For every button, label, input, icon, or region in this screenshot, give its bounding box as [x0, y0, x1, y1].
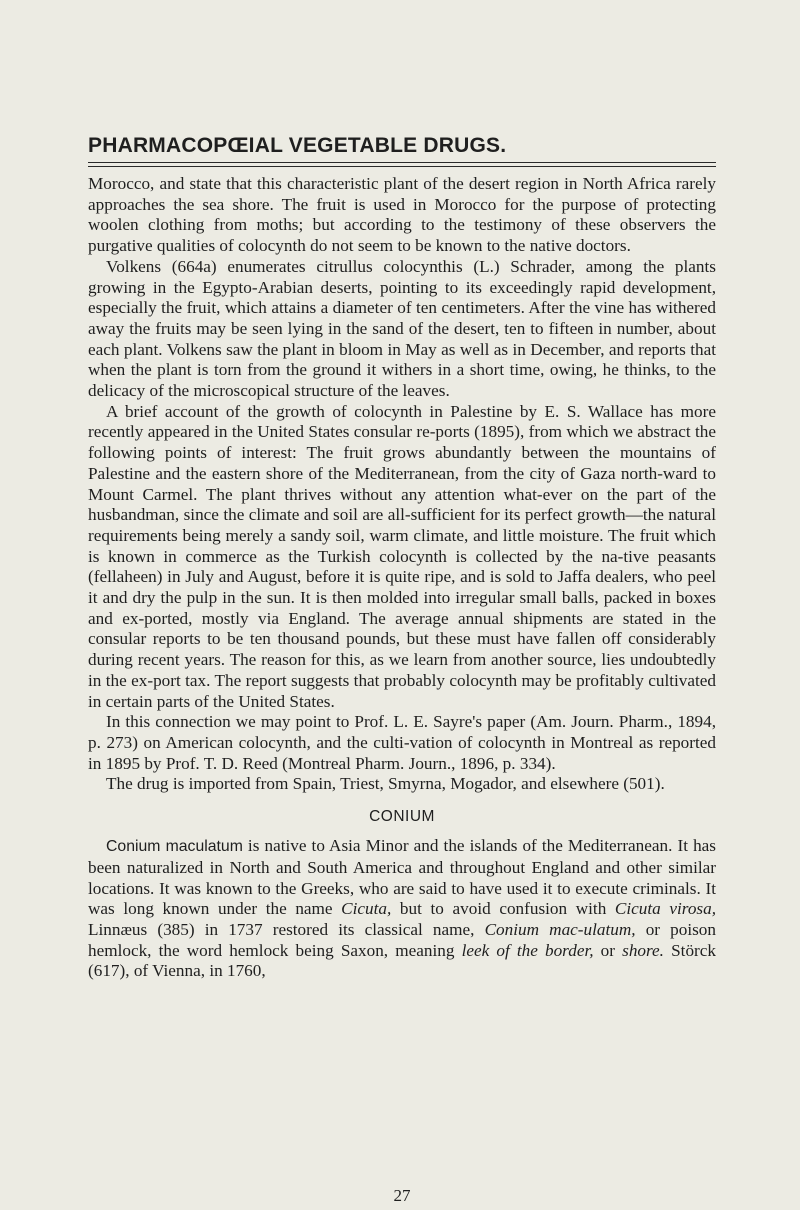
- section-heading-conium: CONIUM: [369, 808, 435, 826]
- header-rule-top: [88, 162, 716, 163]
- paragraph-morocco: Morocco, and state that this characteristic plant of the desert region in North Africa rarely approaches the sea shore. The fruit is used in Morocco for the purpose of protecting woolen clothing from moths; but according to the testimony of these observers the purgative qualities of colocynth do not seem to be known to the native doctors.: [88, 174, 716, 256]
- running-head-title: PHARMACOPŒIAL VEGETABLE DRUGS.: [88, 134, 507, 157]
- conium-text-6: Störck (617), of Vienna, in 1760,: [88, 940, 716, 981]
- conium-text-2: but to avoid confusion with: [391, 899, 615, 919]
- header-rule-bottom: [88, 166, 716, 167]
- conium-lead-term: Conium maculatum: [106, 838, 243, 856]
- paragraph-palestine: A brief account of the growth of colocynth in Palestine by E. S. Wallace has more recently appeared in the United States consular re-ports (1895), from which we abstract the following points of interest: The fruit grows abundantly between the mountains of Palestine and the eastern shore of the Mediterranean, from the city of Gaza north-ward to Mount Carmel. The plant thrives without any attention what-ever on the part of the husbandman, since the climate and soil are all-sufficient for its perfect growth—the natural requirements being merely a sandy soil, warm climate, and little moisture. The fruit which is known in commerce as the Turkish colocynth is collected by the na-tive peasants (fellaheen) in July and August, before it is quite ripe, and is sold to Jaffa dealers, who peel it and dry the pulp in the sun. It is then molded into irregular small balls, packed in boxes and ex-ported, mostly via England. The average annual shipments are stated in the consular reports to be ten thousand pounds, but these must have fallen off considerably during recent years. The reason for this, as we learn from another source, lies undoubtedly in the ex-port tax. The report suggests that probably colocynth may be profitably cultivated in certain parts of the United States.: [88, 401, 716, 711]
- paragraph-volkens: Volkens (664a) enumerates citrullus colocynthis (L.) Schrader, among the plants growing in the Egypto-Arabian deserts, pointing to its exceedingly rapid development, especially the fruit, which attains a diameter of ten centimeters. After the vine has withered away the fruits may be seen lying in the sand of the desert, ten to fifteen in number, about each plant. Volkens saw the plant in bloom in May as well as in December, and reports that when the plant is torn from the ground it withers in a short time, owing, he thinks, to the delicacy of the microscopical structure of the leaves.: [88, 256, 716, 401]
- conium-text-1: is native to Asia Minor and the islands of the Mediterranean. It has been naturalized in North and South America and throughout England and other similar locations. It was known to the Greeks, who are said to have used it to execute criminals. It was long known under the name: [88, 836, 716, 919]
- book-page: [88, 0, 716, 1210]
- body-text: [88, 174, 716, 982]
- page-number: 27: [393, 1186, 411, 1205]
- paragraph-conium: [88, 836, 716, 982]
- conium-text-5: or: [593, 940, 623, 960]
- paragraph-imports: The drug is imported from Spain, Triest, Smyrna, Mogador, and elsewhere (501).: [106, 774, 665, 794]
- paragraph-american-colocynth: In this connection we may point to Prof. L. E. Sayre's paper (Am. Journ. Pharm., 1894, p. 273) on American colocynth, and the culti-vation of colocynth in Montreal as reported in 1895 by Prof. T. D. Reed (Montreal Pharm. Journ., 1896, p. 334).: [88, 712, 716, 773]
- conium-italic-cicuta: Cicuta,: [341, 899, 392, 919]
- conium-text-4: or poison hemlock, the word hemlock being Saxon, meaning: [88, 919, 716, 960]
- conium-text-3: Linnæus (385) in 1737 restored its classical name,: [88, 919, 485, 939]
- conium-italic-conium-maculatum: Conium mac-ulatum,: [484, 919, 636, 939]
- conium-italic-shore: shore.: [622, 940, 664, 960]
- conium-italic-cicuta-virosa: Cicuta virosa,: [614, 899, 716, 919]
- conium-italic-leek: leek of the border,: [461, 940, 594, 960]
